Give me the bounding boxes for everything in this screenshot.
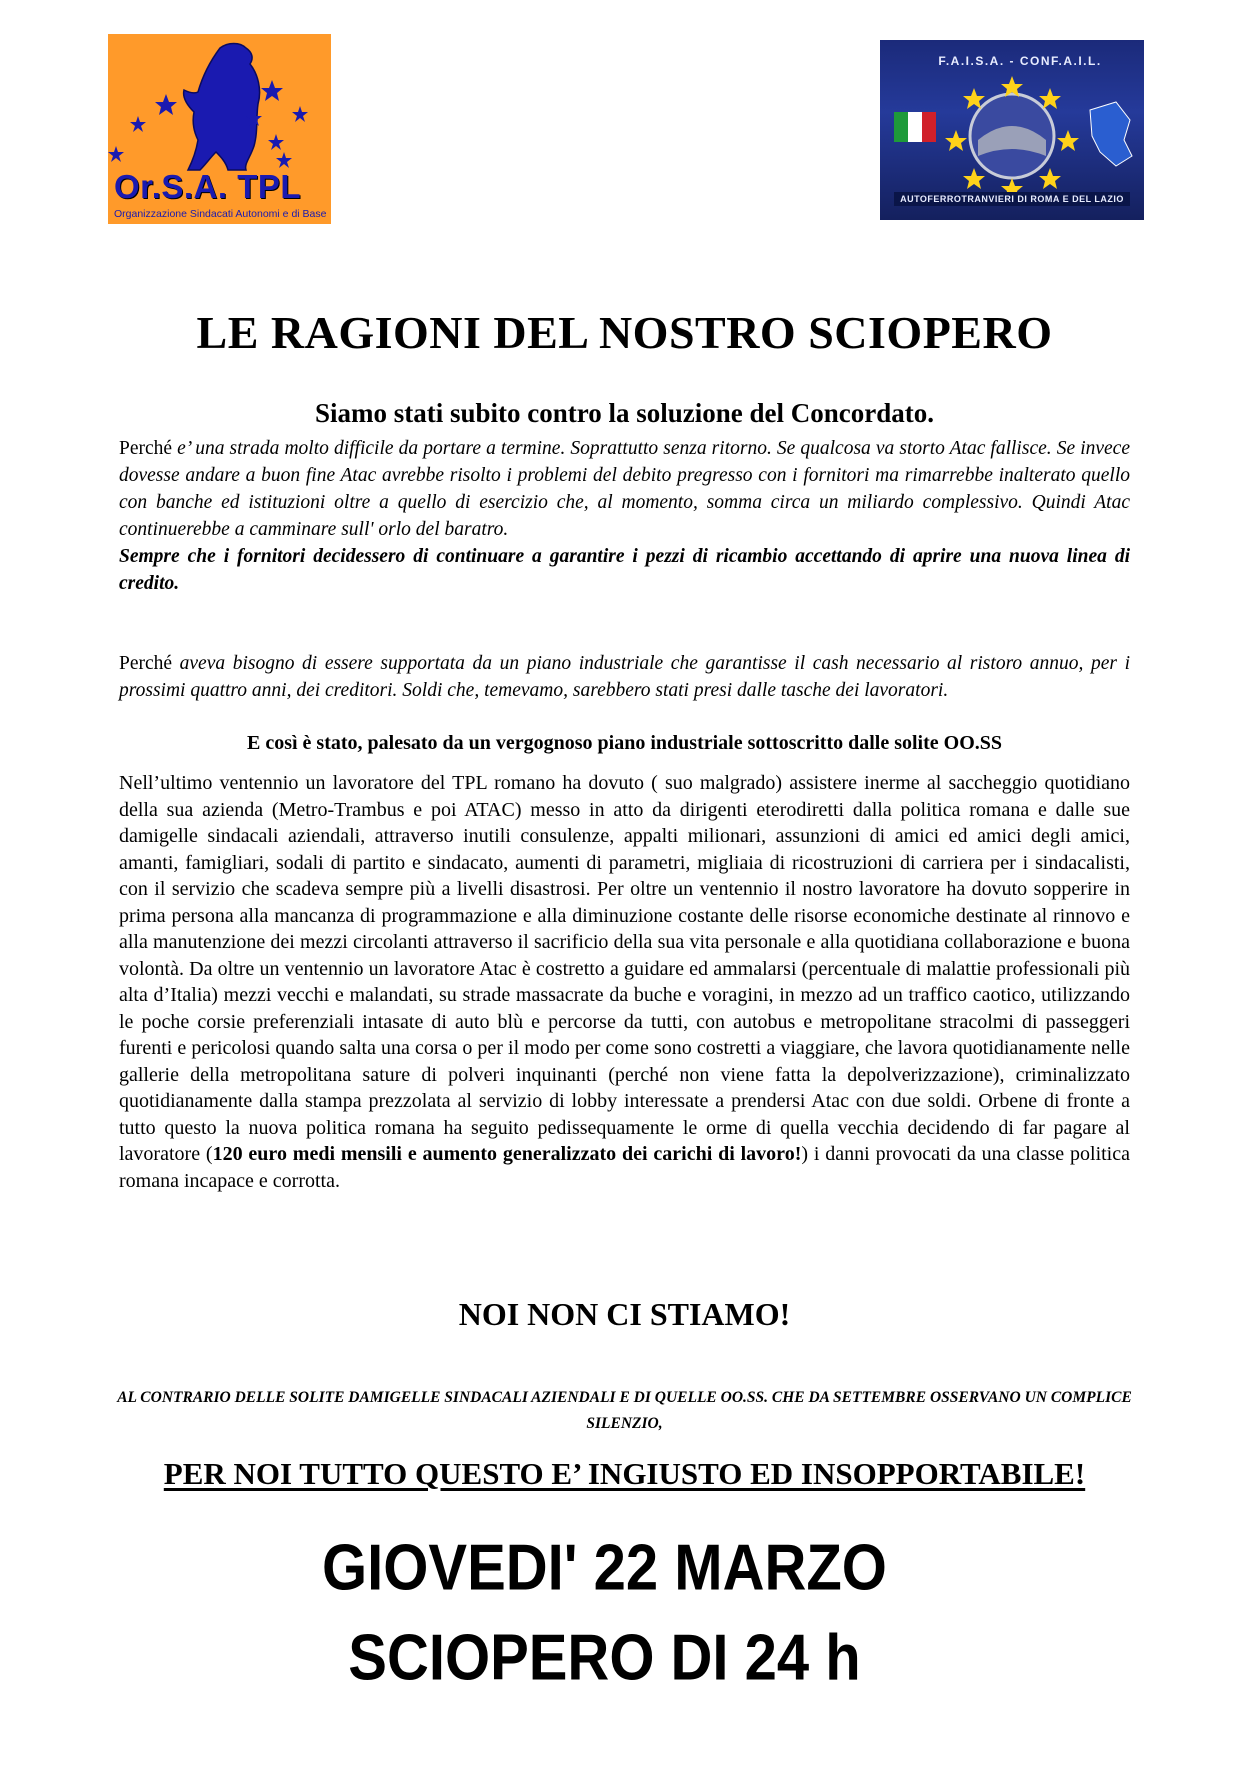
page-subtitle: Siamo stati subito contro la soluzione del Concordato. — [314, 398, 935, 428]
main-argument-bold: 120 euro medi mensili e aumento generalizzato dei carichi di lavoro! — [212, 1143, 802, 1165]
faisa-logo-top-label: F.A.I.S.A. - CONF.A.I.L. — [938, 54, 1102, 68]
strike-duration: SCIOPERO DI 24 h — [348, 1621, 861, 1694]
strike-date: GIOVEDI' 22 MARZO — [322, 1531, 887, 1604]
contrario-statement: AL CONTRARIO DELLE SOLITE DAMIGELLE SINDACALI AZIENDALI E DI QUELLE OO.SS. CHE DA SETTEMBRE OSSERVANO UN COMPLICE SILENZIO, — [117, 1389, 1132, 1432]
reason-one-lead: Perché — [119, 438, 173, 459]
orsa-tpl-logo — [108, 34, 331, 224]
faisa-logo-bottom-label: AUTOFERROTRANVIERI DI ROMA E DEL LAZIO — [894, 192, 1130, 206]
reason-two-block — [119, 650, 1130, 704]
main-argument-block — [119, 770, 1130, 1194]
main-argument-paragraph — [119, 770, 1130, 1194]
orsa-logo-name: Or.S.A. TPL — [114, 168, 302, 205]
lazio-map-icon — [1090, 102, 1132, 166]
faisa-confail-logo — [880, 40, 1144, 220]
orsa-logo-subtitle: Organizzazione Sindacati Autonomi e di Base — [114, 208, 327, 220]
main-argument-text-b: ) i danni provocati da una classe politica romana incapace e corrotta. — [119, 1143, 1130, 1192]
reason-two-text: aveva bisogno di essere supportata da un piano industriale che garantisse il cash necessario al ristoro annuo, per i prossimi quattro anni, dei creditori. Soldi che, temevamo, sarebbero stati presi dalle tasche dei lavoratori. — [119, 653, 1130, 701]
page-title: LE RAGIONI DEL NOSTRO SCIOPERO — [196, 307, 1053, 358]
reason-two-lead: Perché — [119, 653, 173, 674]
reason-one-text: e’ una strada molto difficile da portare a termine. Soprattutto senza ritorno. Se qualcosa va storto Atac fallisce. Se invece dovesse andare a buon fine Atac avrebbe risolto i problemi del debito pregresso con i fornitori ma rimarrebbe inalterato quello con banche ed istituzioni oltre a quello di esercizio che, al momento, somma circa un miliardo complessivo. Quindi Atac continuerebbe a camminare sull' orlo del baratro. — [119, 438, 1130, 540]
noi-non-ci-stiamo-heading: NOI NON CI STIAMO! — [458, 1296, 791, 1332]
main-argument-text-a: Nell’ultimo ventennio un lavoratore del TPL romano ha dovuto ( suo malgrado) assistere inerme al saccheggio quotidiano della sua azienda (Metro-Trambus e poi ATAC) messo in atto da dirigenti eterodiretti dalla politica romana e dalle sue damigelle sindacali aziendali, attraverso inutili consulenze, appalti milionari, assunzioni di amici ed amici degli amici, amanti, famigliari, sodali di partito e sindacato, aumenti di parametri, migliaia di ricostruzioni di carriera per i sindacalisti, con il servizio che scadeva sempre più a livelli disastrosi. Per oltre un ventennio il nostro lavoratore ha dovuto sopperire in prima persona alla mancanza di programmazione e alla diminuzione costante delle risorse economiche destinate al rinnovo e alla manutenzione dei mezzi circolanti attraverso il sacrificio della sua vita personale e alla quotidiana collaborazione e buona volontà. Da oltre un ventennio un lavoratore Atac è costretto a guidare ed ammalarsi (percentuale di malattie professionali più alta d’Italia) mezzi vecchi e malandati, su strade massacrate da buche e voragini, in mezzo ad un traffico caotico, utilizzando le poche corsie preferenziali intasate di auto blù e percorse da tutti, con autobus e metropolitane stracolmi di passeggeri furenti e pericolosi quando salta una corsa o per il modo per come sono costretti a viaggiare, che lavora quotidianamente nelle gallerie della metropolitana sature di polveri inquinanti (perché non viene fatta la depolverizzazione), criminalizzato quotidianamente dalla stampa prezzolata al servizio di lobby interessate a prendersi Atac con due soldi. Orbene di fronte a tutto questo la nuova politica romana ha seguito pedissequamente le orme di quella vecchia decidendo di far pagare al lavoratore ( — [119, 772, 1130, 1165]
reason-one-bold-note: Sempre che i fornitori decidessero di continuare a garantire i pezzi di ricambio accettando di aprire una nuova linea di credito. — [119, 546, 1130, 594]
bear-icon — [184, 44, 260, 171]
reason-one-paragraph — [119, 435, 1130, 543]
conclusion-line: E così è stato, palesato da un vergognoso piano industriale sottoscritto dalle solite OO.SS — [246, 732, 1003, 754]
ingiusto-heading: PER NOI TUTTO QUESTO E’ INGIUSTO ED INSOPPORTABILE! — [163, 1456, 1086, 1491]
reason-two-paragraph — [119, 650, 1130, 704]
reason-one-block — [119, 435, 1130, 597]
italy-flag-icon — [894, 112, 936, 142]
